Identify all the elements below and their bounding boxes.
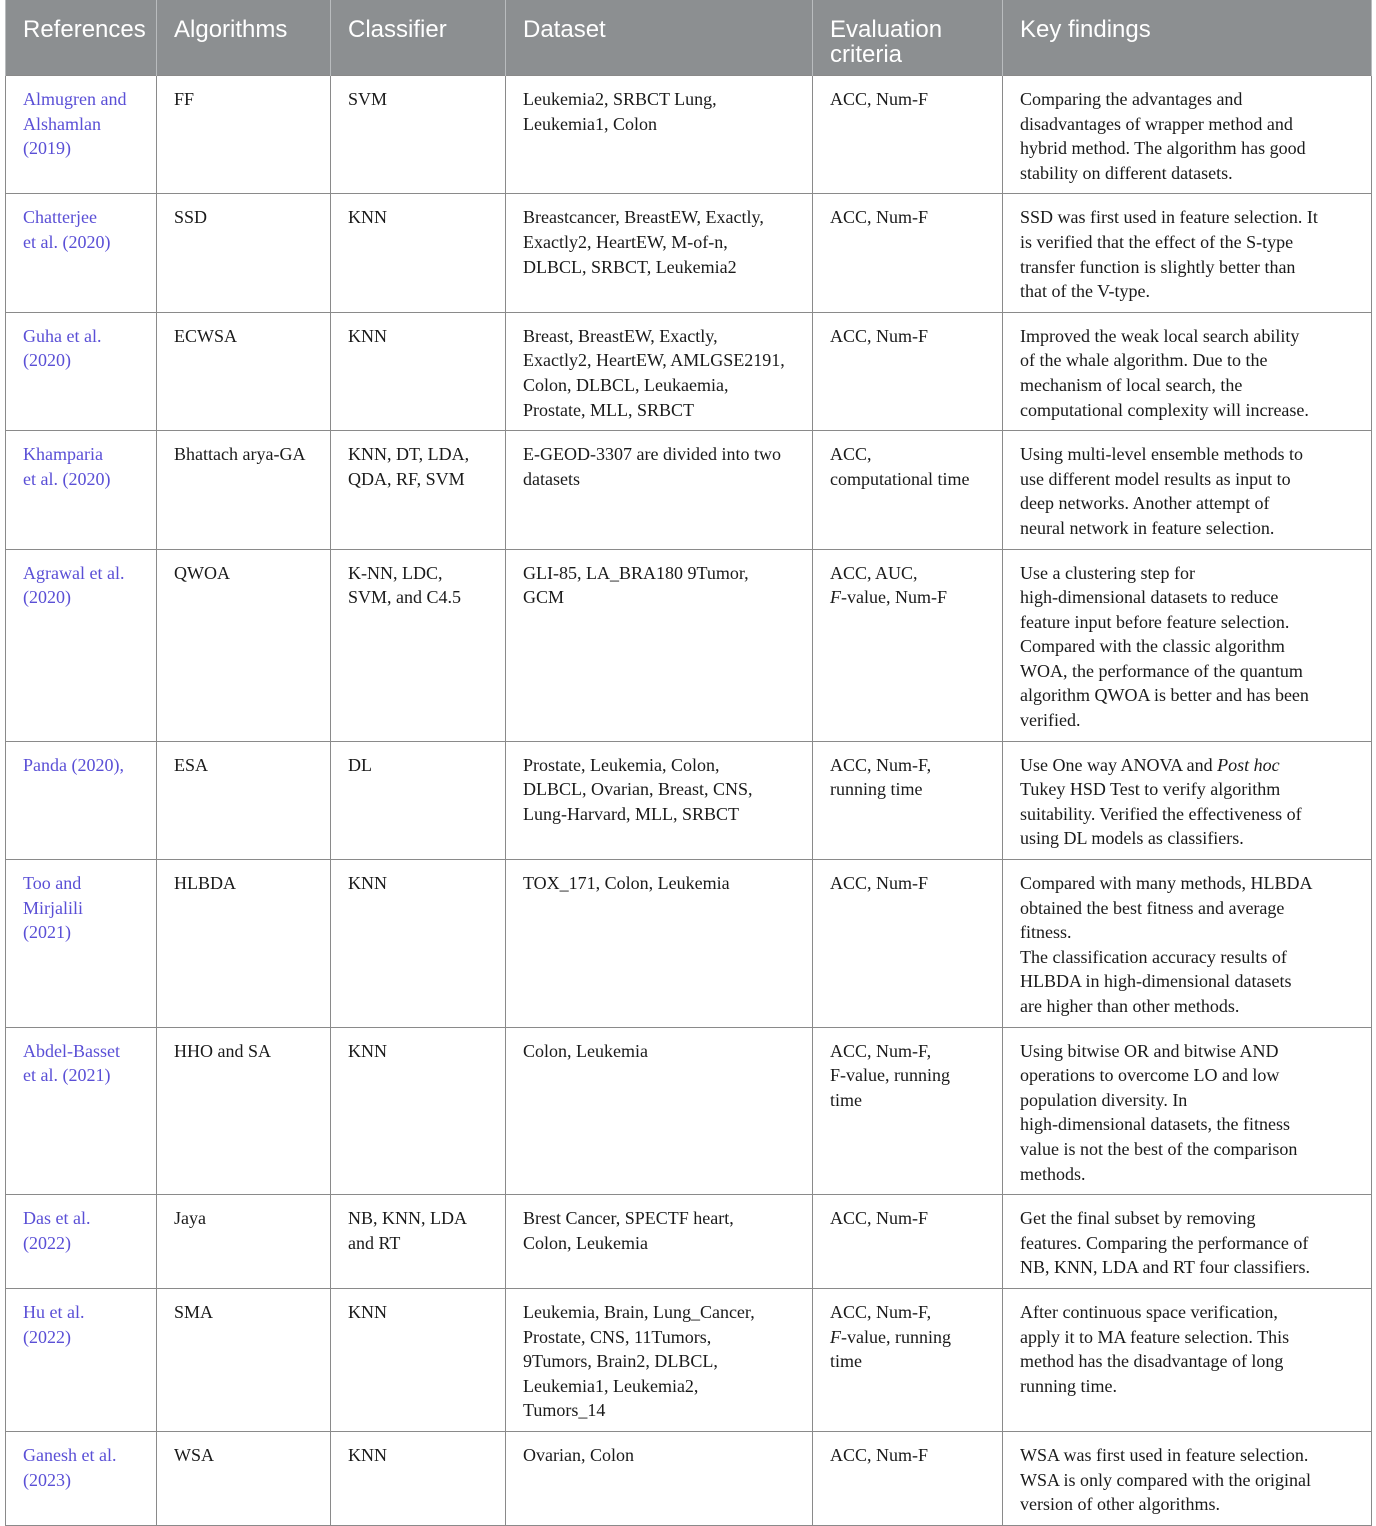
reference-link[interactable]: Agrawal et al. (2020)	[23, 562, 125, 608]
cell-classifier: KNN	[331, 860, 506, 1028]
cell-key-findings: WSA was first used in feature selection. WSA is only compared with the original version of other algorithms.	[1003, 1431, 1372, 1525]
table-row	[6, 194, 1372, 312]
cell-algorithm: QWOA	[157, 549, 331, 741]
cell-algorithm: Jaya	[157, 1195, 331, 1289]
cell-algorithm: WSA	[157, 1431, 331, 1525]
cell-key-findings: After continuous space verification, apply it to MA feature selection. This method has the disadvantage of long running time.	[1003, 1288, 1372, 1431]
cell-evaluation-criteria: ACC, Num-F	[813, 860, 1003, 1028]
header-dataset: Dataset	[506, 0, 813, 76]
cell-algorithm: ESA	[157, 741, 331, 859]
cell-algorithm: HHO and SA	[157, 1027, 331, 1195]
cell-evaluation-criteria: ACC, Num-F, F-value, running time	[813, 1027, 1003, 1195]
cell-dataset: Leukemia2, SRBCT Lung, Leukemia1, Colon	[506, 76, 813, 194]
literature-table	[5, 0, 1372, 1526]
table-row	[6, 1288, 1372, 1431]
cell-algorithm: SMA	[157, 1288, 331, 1431]
cell-algorithm: ECWSA	[157, 312, 331, 430]
cell-dataset: E-GEOD-3307 are divided into two datasets	[506, 431, 813, 549]
cell-reference[interactable]	[6, 860, 157, 1028]
cell-algorithm: SSD	[157, 194, 331, 312]
cell-classifier: KNN	[331, 312, 506, 430]
table-row	[6, 1027, 1372, 1195]
cell-dataset: Colon, Leukemia	[506, 1027, 813, 1195]
cell-key-findings: Improved the weak local search ability of the whale algorithm. Due to the mechanism of local search, the computational complexity will increase.	[1003, 312, 1372, 430]
header-row	[6, 0, 1372, 76]
cell-algorithm: HLBDA	[157, 860, 331, 1028]
header-algorithms: Algorithms	[157, 0, 331, 76]
cell-reference[interactable]	[6, 194, 157, 312]
reference-link[interactable]: Ganesh et al. (2023)	[23, 1444, 117, 1490]
cell-algorithm: Bhattach arya-GA	[157, 431, 331, 549]
cell-key-findings: Using multi-level ensemble methods to use different model results as input to deep networks. Another attempt of neural network in feature selection.	[1003, 431, 1372, 549]
cell-classifier: DL	[331, 741, 506, 859]
cell-reference[interactable]	[6, 76, 157, 194]
cell-classifier: K-NN, LDC, SVM, and C4.5	[331, 549, 506, 741]
cell-classifier: SVM	[331, 76, 506, 194]
cell-classifier: NB, KNN, LDA and RT	[331, 1195, 506, 1289]
cell-dataset: Ovarian, Colon	[506, 1431, 813, 1525]
reference-link[interactable]: Khamparia et al. (2020)	[23, 444, 111, 489]
cell-key-findings: Get the final subset by removing features. Comparing the performance of NB, KNN, LDA and RT four classifiers.	[1003, 1195, 1372, 1289]
cell-dataset: Breastcancer, BreastEW, Exactly, Exactly2, HeartEW, M-of-n, DLBCL, SRBCT, Leukemia2	[506, 194, 813, 312]
cell-evaluation-criteria: ACC, Num-F, F-value, running time	[813, 1288, 1003, 1431]
cell-evaluation-criteria: ACC, Num-F	[813, 194, 1003, 312]
cell-classifier: KNN, DT, LDA, QDA, RF, SVM	[331, 431, 506, 549]
table-row	[6, 741, 1372, 859]
cell-reference[interactable]	[6, 1027, 157, 1195]
cell-evaluation-criteria: ACC, Num-F	[813, 312, 1003, 430]
cell-key-findings: Compared with many methods, HLBDA obtained the best fitness and average fitness. The classification accuracy results of HLBDA in high-dimensional datasets are higher than other methods.	[1003, 860, 1372, 1028]
reference-link[interactable]: Guha et al. (2020)	[23, 325, 102, 371]
header-references: References	[6, 0, 157, 76]
reference-link[interactable]: Panda (2020),	[23, 754, 124, 775]
cell-reference[interactable]	[6, 431, 157, 549]
header-classifier: Classifier	[331, 0, 506, 76]
cell-dataset: TOX_171, Colon, Leukemia	[506, 860, 813, 1028]
cell-classifier: KNN	[331, 1431, 506, 1525]
cell-evaluation-criteria: ACC, Num-F	[813, 1195, 1003, 1289]
cell-key-findings: SSD was first used in feature selection. It is verified that the effect of the S-type transfer function is slightly better than that of the V-type.	[1003, 194, 1372, 312]
cell-dataset: GLI-85, LA_BRA180 9Tumor, GCM	[506, 549, 813, 741]
table-row	[6, 431, 1372, 549]
cell-reference[interactable]	[6, 1431, 157, 1525]
table-row	[6, 549, 1372, 741]
cell-reference[interactable]	[6, 741, 157, 859]
cell-evaluation-criteria: ACC, Num-F, running time	[813, 741, 1003, 859]
cell-dataset: Leukemia, Brain, Lung_Cancer, Prostate, CNS, 11Tumors, 9Tumors, Brain2, DLBCL, Leukemia1, Leukemia2, Tumors_14	[506, 1288, 813, 1431]
cell-dataset: Brest Cancer, SPECTF heart, Colon, Leukemia	[506, 1195, 813, 1289]
cell-algorithm: FF	[157, 76, 331, 194]
table-row	[6, 312, 1372, 430]
cell-key-findings: Use a clustering step for high-dimensional datasets to reduce feature input before feature selection. Compared with the classic algorithm WOA, the performance of the quantum algorithm QWOA is better and has been verified.	[1003, 549, 1372, 741]
cell-evaluation-criteria: ACC, computational time	[813, 431, 1003, 549]
cell-classifier: KNN	[331, 1027, 506, 1195]
cell-key-findings: Using bitwise OR and bitwise AND operations to overcome LO and low population diversity. In high-dimensional datasets, the fitness value is not the best of the comparison methods.	[1003, 1027, 1372, 1195]
header-key-findings: Key findings	[1003, 0, 1372, 76]
cell-reference[interactable]	[6, 1288, 157, 1431]
reference-link[interactable]: Too and Mirjalili (2021)	[23, 873, 83, 943]
reference-link[interactable]: Hu et al. (2022)	[23, 1301, 85, 1347]
cell-reference[interactable]	[6, 549, 157, 741]
header-evaluation-criteria: Evaluation criteria	[813, 0, 1003, 76]
table-row	[6, 1431, 1372, 1525]
cell-dataset: Prostate, Leukemia, Colon, DLBCL, Ovarian, Breast, CNS, Lung-Harvard, MLL, SRBCT	[506, 741, 813, 859]
table-row	[6, 1195, 1372, 1289]
table-row	[6, 76, 1372, 194]
cell-key-findings: Use One way ANOVA and Post hoc Tukey HSD Test to verify algorithm suitability. Verified the effectiveness of using DL models as classifiers.	[1003, 741, 1372, 859]
cell-key-findings: Comparing the advantages and disadvantages of wrapper method and hybrid method. The algorithm has good stability on different datasets.	[1003, 76, 1372, 194]
cell-evaluation-criteria: ACC, Num-F	[813, 1431, 1003, 1525]
cell-classifier: KNN	[331, 194, 506, 312]
cell-dataset: Breast, BreastEW, Exactly, Exactly2, HeartEW, AMLGSE2191, Colon, DLBCL, Leukaemia, Prostate, MLL, SRBCT	[506, 312, 813, 430]
reference-link[interactable]: Almugren and Alshamlan (2019)	[23, 89, 127, 159]
reference-link[interactable]: Chatterjee et al. (2020)	[23, 207, 111, 252]
cell-reference[interactable]	[6, 1195, 157, 1289]
cell-evaluation-criteria: ACC, Num-F	[813, 76, 1003, 194]
reference-link[interactable]: Abdel-Basset et al. (2021)	[23, 1040, 120, 1086]
table-row	[6, 860, 1372, 1028]
reference-link[interactable]: Das et al. (2022)	[23, 1208, 91, 1253]
cell-classifier: KNN	[331, 1288, 506, 1431]
cell-evaluation-criteria: ACC, AUC, F-value, Num-F	[813, 549, 1003, 741]
cell-reference[interactable]	[6, 312, 157, 430]
